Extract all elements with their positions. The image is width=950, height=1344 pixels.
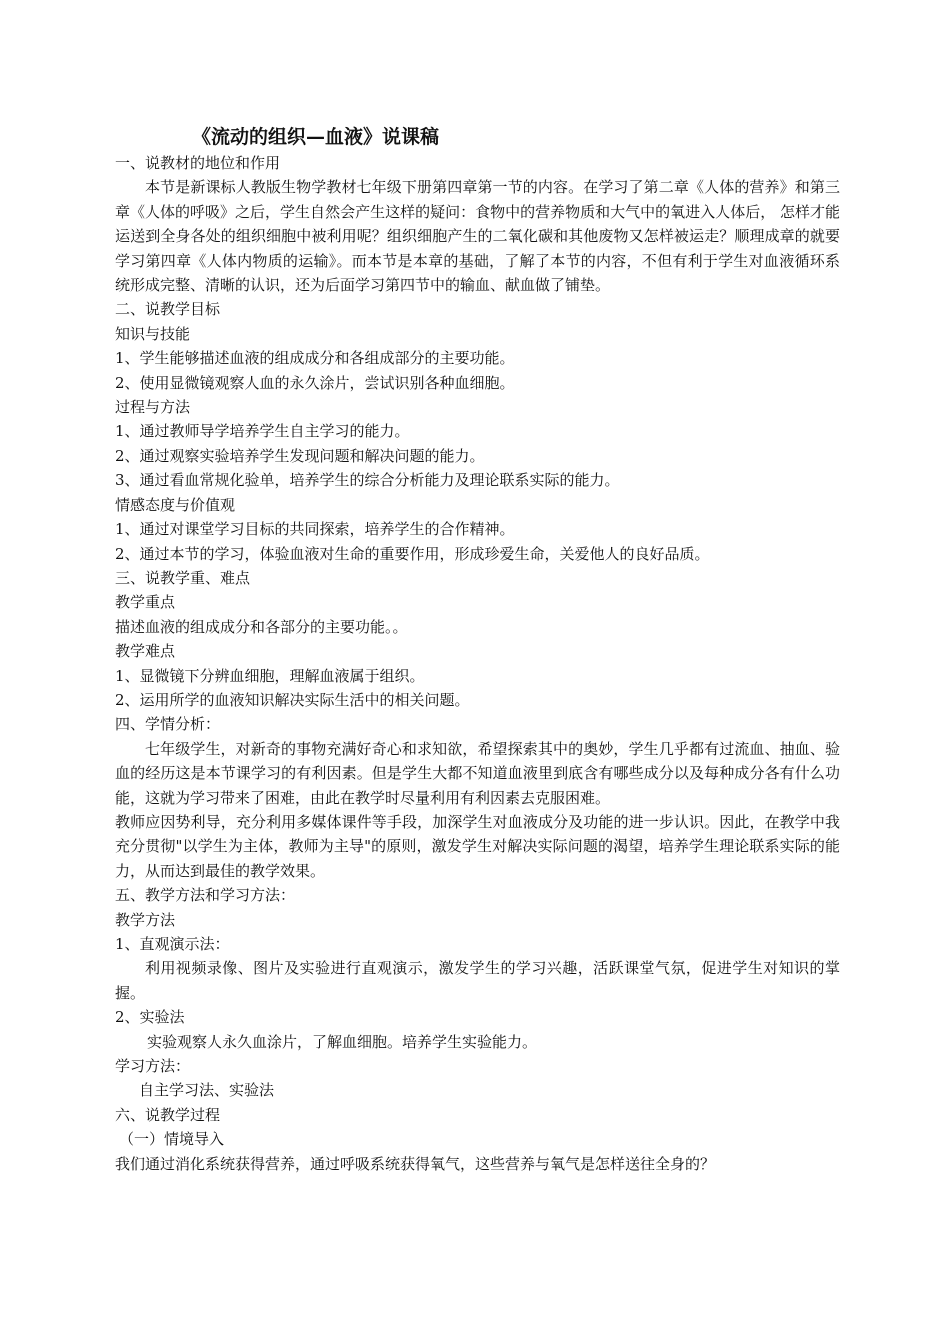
section-heading: 四、学情分析： — [115, 715, 221, 734]
subheading: （一）情境导入 — [119, 1130, 225, 1149]
subheading: 教学难点 — [115, 642, 176, 661]
list-item: 2、实验法 — [115, 1008, 185, 1027]
list-item: 2、使用显微镜观察人血的永久涂片，尝试识别各种血细胞。 — [115, 373, 515, 392]
paragraph: 七年级学生，对新奇的事物充满好奇心和求知欲，希望探索其中的奥妙，学生几乎都有过流血、抽血、验血的经历这是本节课学习的有利因素。但是学生大都不知道血液里到底含有哪些成分以及每种成分各有什么功能，这就为学习带来了困难，由此在教学时尽量利用有利因素去克服困难。 — [115, 739, 840, 807]
section-heading: 三、说教学重、难点 — [115, 568, 251, 587]
paragraph: 利用视频录像、图片及实验进行直观演示，激发学生的学习兴趣，活跃课堂气氛，促进学生对知识的掌握。 — [115, 959, 840, 1002]
subheading: 情感态度与价值观 — [115, 495, 236, 514]
subheading: 教学方法 — [115, 910, 176, 929]
document-title: 《流动的组织—血液》说课稿 — [192, 126, 440, 148]
section-heading: 六、说教学过程 — [115, 1105, 221, 1124]
paragraph: 本节是新课标人教版生物学教材七年级下册第四章第一节的内容。在学习了第二章《人体的营养》和第三章《人体的呼吸》之后，学生自然会产生这样的疑问：食物中的营养物质和大气中的氧进入人体后， 怎样才能运送到全身各处的组织细胞中被利用呢？组织细胞产生的二氧化碳和其他废物又怎样被运走？顺理成章的就要学习第四章《人体内物质的运输》。而本节是本章的基础，了解了本节的内容，不但有利于学生对血液循环系统形成完整、清晰的认识，还为后面学习第四节中的输血、献血做了铺垫。 — [115, 178, 840, 295]
list-item: 1、通过教师导学培养学生自主学习的能力。 — [115, 422, 410, 441]
paragraph: 描述血液的组成成分和各部分的主要功能。。 — [115, 617, 408, 636]
list-item: 1、显微镜下分辨血细胞，理解血液属于组织。 — [115, 666, 425, 685]
paragraph: 我们通过消化系统获得营养，通过呼吸系统获得氧气，这些营养与氧气是怎样送往全身的？ — [115, 1154, 716, 1173]
subheading: 知识与技能 — [115, 324, 191, 343]
list-item: 2、通过本节的学习，体验血液对生命的重要作用，形成珍爱生命，关爱他人的良好品质。 — [115, 544, 710, 563]
subheading: 过程与方法 — [115, 398, 191, 417]
paragraph: 教师应因势利导，充分利用多媒体课件等手段，加深学生对血液成分及功能的进一步认识。因此，在教学中我充分贯彻"以学生为主体，教师为主导"的原则，激发学生对解决实际问题的渴望，培养学生理论联系实际的能力，从而达到最佳的教学效果。 — [115, 812, 840, 880]
paragraph: 实验观察人永久血涂片，了解血细胞。培养学生实验能力。 — [147, 1032, 538, 1051]
list-item: 1、直观演示法： — [115, 935, 230, 953]
paragraph: 自主学习法、实验法 — [139, 1081, 275, 1100]
section-heading: 一、说教材的地位和作用 — [115, 154, 281, 172]
list-item: 1、学生能够描述血液的组成成分和各组成部分的主要功能。 — [115, 349, 515, 368]
subheading: 学习方法： — [115, 1057, 191, 1076]
section-heading: 五、教学方法和学习方法： — [115, 886, 296, 905]
list-item: 3、通过看血常规化验单，培养学生的综合分析能力及理论联系实际的能力。 — [115, 471, 620, 490]
section-heading: 二、说教学目标 — [115, 300, 221, 319]
subheading: 教学重点 — [115, 593, 176, 612]
list-item: 1、通过对课堂学习目标的共同探索，培养学生的合作精神。 — [115, 520, 515, 539]
list-item: 2、通过观察实验培养学生发现问题和解决问题的能力。 — [115, 446, 485, 465]
list-item: 2、运用所学的血液知识解决实际生活中的相关问题。 — [115, 690, 470, 709]
document-body — [115, 151, 840, 1176]
